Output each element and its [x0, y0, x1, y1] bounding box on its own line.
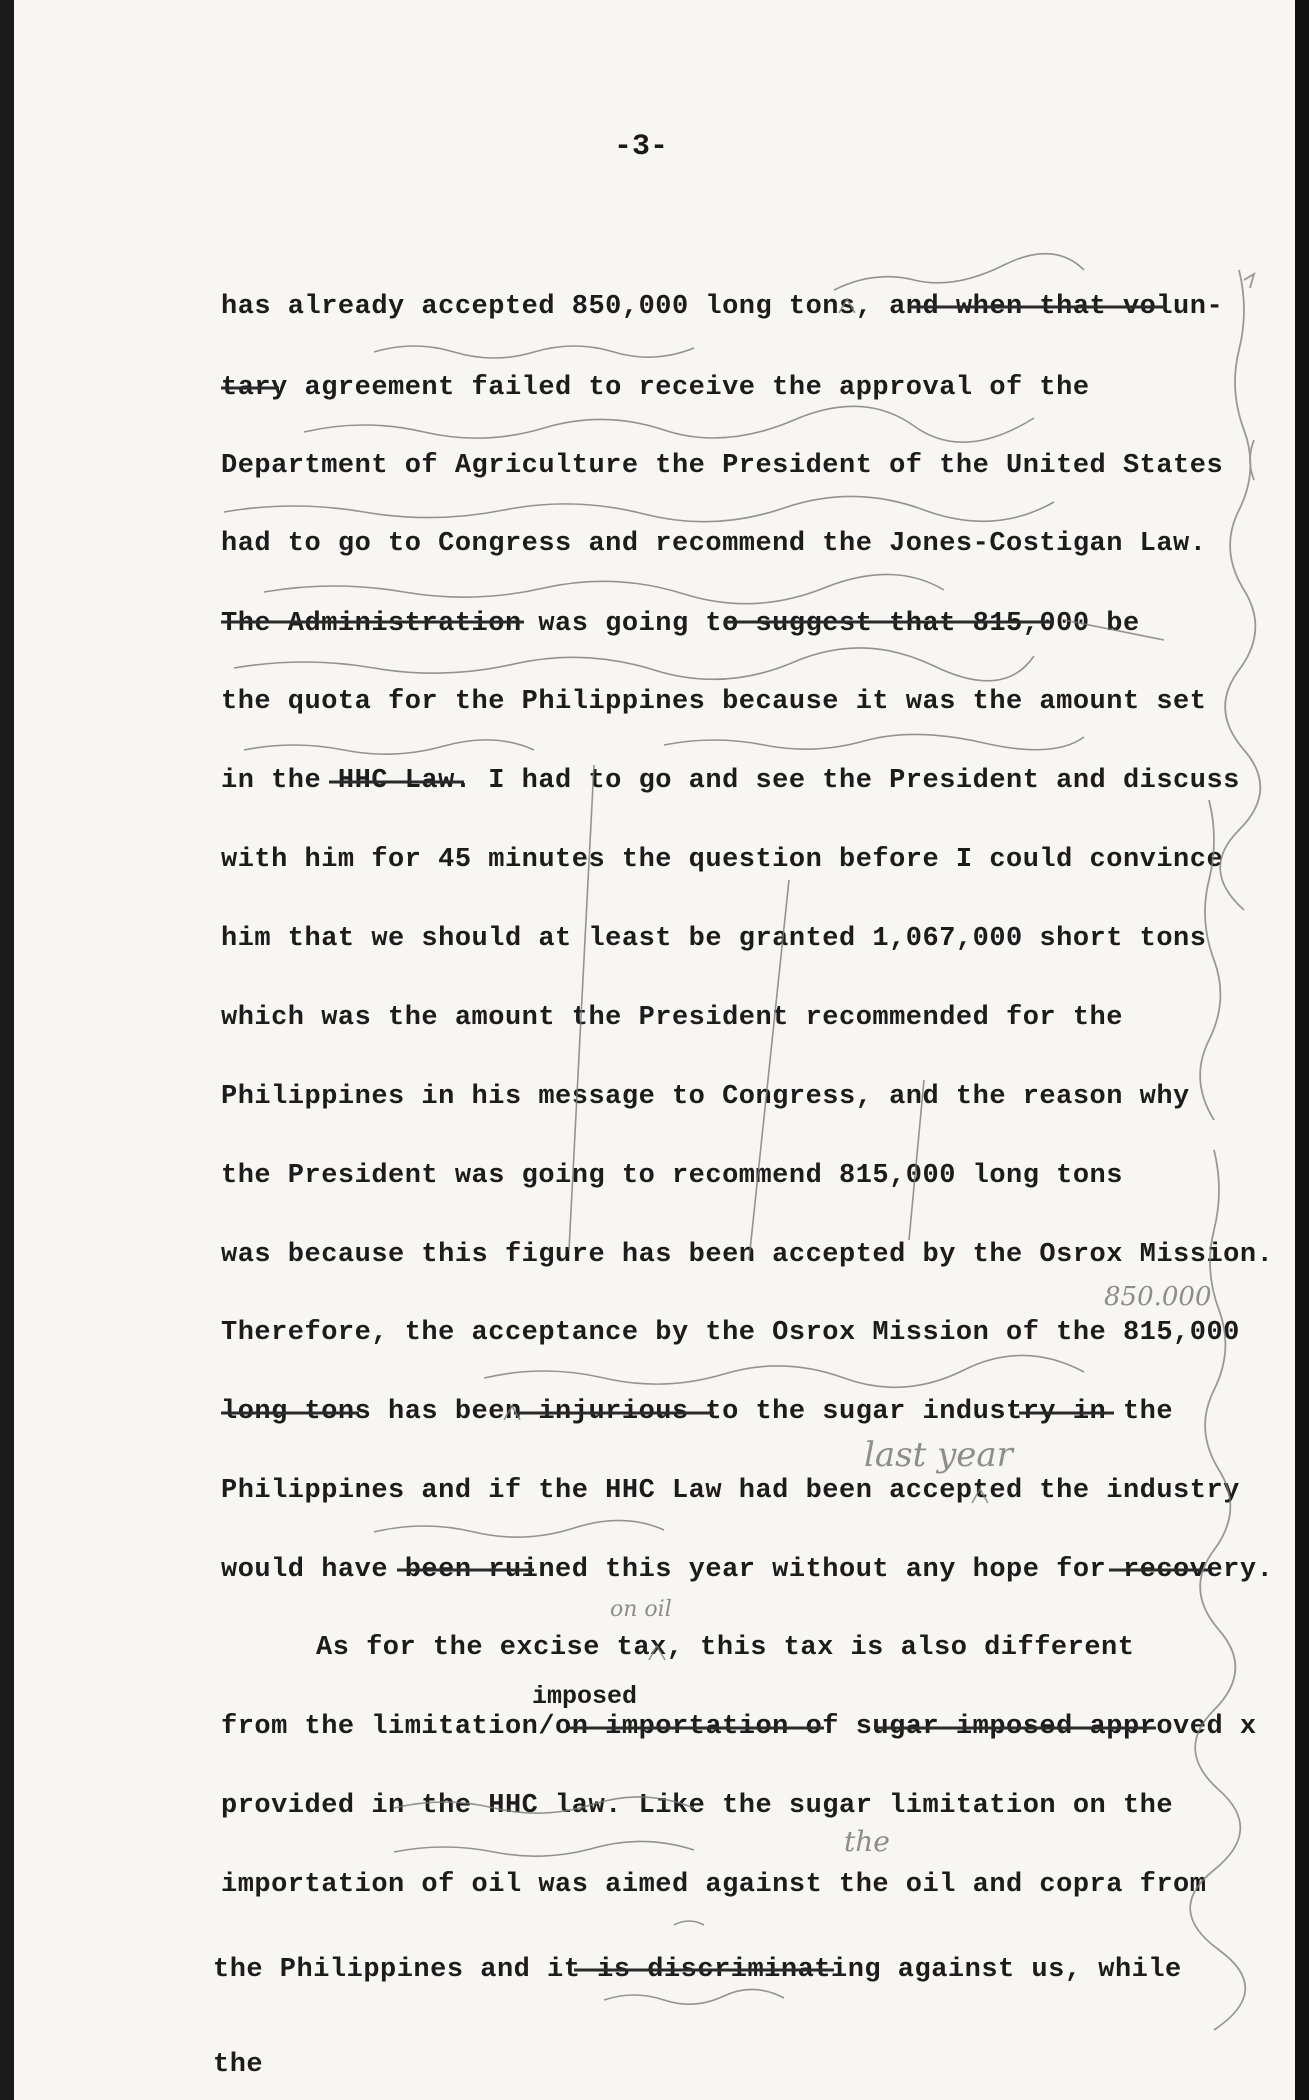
text-line-6: the quota for the Philippines because it was the amount set: [221, 687, 1207, 717]
text-line-20: provided in the HHC law. Like the sugar limitation on the: [221, 1791, 1174, 1821]
margin-handwriting: [14, 0, 1304, 2100]
text-line-1: has already accepted 850,000 long tons, and when that volun-: [221, 292, 1224, 322]
text-line-16: Philippines and if the HHC Law had been accepted the industry: [221, 1476, 1240, 1506]
handwritten-last-year: last year: [864, 1435, 1013, 1475]
text-line-23: the: [213, 2050, 264, 2080]
text-line-15: long tons has been injurious to the sugar industry in the: [221, 1397, 1174, 1427]
text-line-8: with him for 45 minutes the question before I could convince: [221, 845, 1224, 875]
handwritten-the: the: [844, 1825, 890, 1858]
insertion-imposed: imposed: [532, 1682, 638, 1711]
page-number: -3-: [614, 130, 669, 164]
text-line-12: the President was going to recommend 815,000 long tons: [221, 1161, 1123, 1191]
text-line-3: Department of Agriculture the President of the United States: [221, 451, 1224, 481]
document-page: [14, 0, 1304, 2100]
text-line-2: tary agreement failed to receive the approval of the: [221, 373, 1090, 403]
text-line-13: was because this figure has been accepted by the Osrox Mission.: [221, 1240, 1274, 1270]
text-line-10: which was the amount the President recommended for the: [221, 1003, 1123, 1033]
text-line-4: had to go to Congress and recommend the Jones-Costigan Law.: [221, 529, 1207, 559]
handwritten-on-oil: on oil: [610, 1597, 672, 1622]
text-line-7: in the HHC Law. I had to go and see the President and discuss: [221, 766, 1240, 796]
text-line-17: would have been ruined this year without any hope for recovery.: [221, 1555, 1274, 1585]
text-line-11: Philippines in his message to Congress, and the reason why: [221, 1082, 1190, 1112]
text-line-14: Therefore, the acceptance by the Osrox Mission of the 815,000: [221, 1318, 1240, 1348]
text-line-19: from the limitation/on importation of sugar imposed approved x: [221, 1712, 1257, 1742]
text-line-18: As for the excise tax, this tax is also different: [316, 1633, 1135, 1663]
handwritten-850000: 850.000: [1104, 1282, 1212, 1312]
text-line-5: The Administration was going to suggest that 815,000 be: [221, 609, 1140, 639]
text-line-9: him that we should at least be granted 1,067,000 short tons: [221, 924, 1207, 954]
text-line-22: the Philippines and it is discriminating against us, while: [213, 1955, 1182, 1985]
text-line-21: importation of oil was aimed against the oil and copra from: [221, 1870, 1207, 1900]
scan-edge: [1295, 0, 1309, 2100]
